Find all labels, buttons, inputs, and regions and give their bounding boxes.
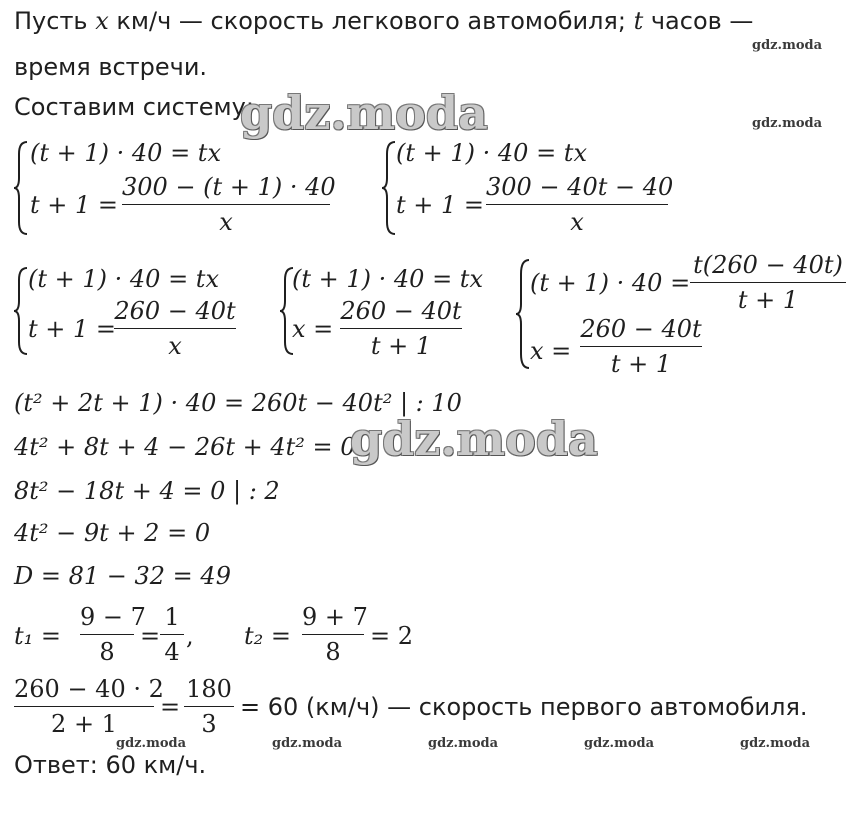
speed-equals: =: [160, 693, 181, 721]
fraction-bar: [160, 634, 184, 635]
system-3-fraction: [114, 296, 236, 361]
fraction-bar: [690, 282, 846, 283]
intro-line-2: время встречи.: [14, 53, 208, 81]
system-1-lhs2: t + 1 =: [30, 191, 119, 219]
watermark-small-7: gdz.moda: [740, 736, 811, 751]
fraction-bar: [80, 634, 134, 635]
system-5-lhs1: (t + 1) · 40 =: [530, 269, 691, 297]
system-2-numerator: 300 − 40t − 40: [486, 173, 674, 201]
fraction-bar: [184, 706, 234, 707]
intro-line-1: [14, 6, 753, 36]
intro-var-t: t: [633, 7, 644, 35]
intro-text-c: часов —: [643, 7, 754, 35]
speed-denominator-1: 2 + 1: [51, 710, 117, 738]
root-1-result-denominator: 4: [164, 638, 180, 666]
speed-denominator-2: 3: [201, 710, 217, 738]
root-1-comma: ,: [186, 622, 194, 650]
system-4-denominator: t + 1: [370, 332, 432, 360]
system-3-denominator: x: [168, 332, 182, 360]
watermark-large-2: gdz.moda: [350, 412, 598, 466]
watermark-small-3: gdz.moda: [116, 736, 187, 751]
fraction-bar: [114, 328, 236, 329]
system-5-fraction-1: [690, 250, 846, 315]
root-1-equals: =: [140, 622, 161, 650]
watermark-large-1: gdz.moda: [240, 86, 488, 140]
root-2-fraction: [302, 602, 368, 667]
system-2-fraction: [486, 172, 674, 237]
system-3-lhs2: t + 1 =: [28, 315, 117, 343]
intro-text-b: км/ч — скорость легкового автомобиля;: [108, 7, 634, 35]
root-1-result-numerator: 1: [164, 603, 180, 631]
equation-line-1: (t² + 2t + 1) · 40 = 260t − 40t² | : 10: [14, 389, 462, 417]
system-1-numerator: 300 − (t + 1) · 40: [122, 173, 336, 201]
speed-fraction-2: [184, 674, 234, 739]
system-5-numerator-2: 260 − 40t: [580, 315, 702, 343]
discriminant-line: D = 81 − 32 = 49: [14, 562, 231, 590]
system-2-lhs2: t + 1 =: [396, 191, 485, 219]
system-1-fraction: [122, 172, 336, 237]
root-2-result: = 2: [370, 622, 414, 650]
speed-result: = 60 (км/ч) — скорость первого автомобиля.: [240, 693, 808, 721]
intro-var-x: x: [95, 7, 109, 35]
system-4-numerator: 260 − 40t: [340, 297, 462, 325]
system-5-denominator-1: t + 1: [737, 286, 799, 314]
root-2-numerator: 9 + 7: [302, 603, 368, 631]
equation-line-4: 4t² − 9t + 2 = 0: [14, 519, 211, 547]
root-1-label: t₁ =: [14, 622, 62, 650]
root-2-label: t₂ =: [244, 622, 292, 650]
root-1-denominator: 8: [99, 638, 115, 666]
answer-line: Ответ: 60 км/ч.: [14, 751, 207, 779]
watermark-small-2: gdz.moda: [752, 116, 823, 131]
system-2-eq1: (t + 1) · 40 = tx: [396, 139, 587, 167]
root-1-fraction: [80, 602, 146, 667]
watermark-small-5: gdz.moda: [428, 736, 499, 751]
system-5-numerator-1: t(260 − 40t): [693, 251, 843, 279]
system-label: Составим систему:: [14, 93, 254, 121]
system-5-lhs2: x =: [530, 337, 572, 365]
root-1-result-fraction: [160, 602, 184, 667]
system-2-denominator: x: [570, 208, 584, 236]
watermark-small-6: gdz.moda: [584, 736, 655, 751]
system-1-brace: [14, 140, 30, 236]
equation-line-2: 4t² + 8t + 4 − 26t + 4t² = 0: [14, 433, 356, 461]
speed-numerator-1: 260 − 40 · 2: [14, 675, 164, 703]
system-1-denominator: x: [219, 208, 233, 236]
intro-text-a: Пусть: [14, 7, 96, 35]
system-3-numerator: 260 − 40t: [114, 297, 236, 325]
system-1-eq1: (t + 1) · 40 = tx: [30, 139, 221, 167]
fraction-bar: [14, 706, 154, 707]
root-2-denominator: 8: [325, 638, 341, 666]
fraction-bar: [302, 634, 364, 635]
equation-line-3: 8t² − 18t + 4 = 0 | : 2: [14, 477, 280, 505]
root-1-numerator: 9 − 7: [80, 603, 146, 631]
system-5-denominator-2: t + 1: [610, 350, 672, 378]
watermark-small-4: gdz.moda: [272, 736, 343, 751]
system-4-eq1: (t + 1) · 40 = tx: [292, 265, 483, 293]
fraction-bar: [486, 204, 668, 205]
fraction-bar: [340, 328, 462, 329]
system-5-fraction-2: [580, 314, 702, 379]
watermark-small-1: gdz.moda: [752, 38, 823, 53]
system-3-eq1: (t + 1) · 40 = tx: [28, 265, 219, 293]
system-4-fraction: [340, 296, 462, 361]
fraction-bar: [122, 204, 330, 205]
speed-fraction-1: [14, 674, 164, 739]
speed-numerator-2: 180: [186, 675, 232, 703]
system-4-lhs2: x =: [292, 315, 334, 343]
fraction-bar: [580, 346, 702, 347]
